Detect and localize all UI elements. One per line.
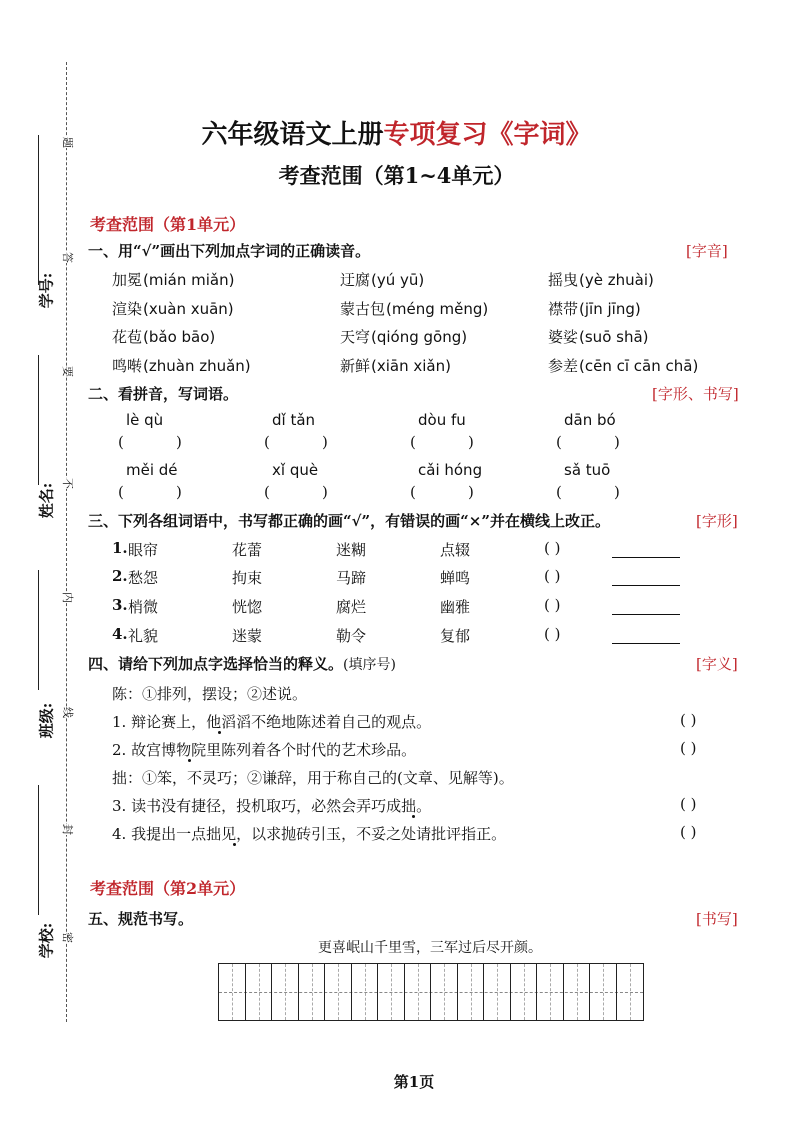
q2-bracket-right: )	[322, 433, 328, 451]
q4-title	[88, 653, 396, 674]
emphasis-dot	[188, 759, 191, 762]
q2-bracket-left: (	[410, 483, 416, 501]
q3-word: 点辍	[440, 541, 471, 559]
q2-pinyin: dān bó	[564, 411, 616, 429]
title-main: 六年级语文上册	[201, 120, 384, 150]
margin-word: 密	[61, 932, 74, 943]
page-title	[0, 114, 793, 151]
q3-correction-line[interactable]	[612, 585, 680, 586]
q1-word: 婆娑	[548, 328, 579, 346]
q3-word: 蝉鸣	[440, 569, 471, 587]
name-label: 姓名:	[37, 482, 56, 519]
grid-cell-midline	[577, 964, 578, 1020]
unit1-heading: 考查范围（第1单元）	[90, 215, 246, 234]
grid-cell-midline	[391, 964, 392, 1020]
q2-bracket-right: )	[614, 483, 620, 501]
q3-word: 礼貌	[128, 627, 159, 645]
q1-word: 鸣啭	[112, 357, 143, 375]
q3-word: 愁怨	[128, 569, 159, 587]
q3-word: 马蹄	[336, 569, 367, 587]
emphasis-dot	[218, 731, 221, 734]
pinyin-choice-item	[112, 298, 234, 319]
q5-sample-text: 更喜岷山千里雪，三军过后尽开颜。	[318, 940, 542, 956]
q3-word: 迷蒙	[232, 627, 263, 645]
q5-title: 五、规范书写。	[88, 910, 194, 928]
q2-pinyin: dǐ tǎn	[272, 411, 316, 429]
pinyin-choice-item	[548, 269, 654, 290]
margin-word: 内	[61, 592, 74, 603]
grid-cell-midline	[524, 964, 525, 1020]
q2-bracket-left: (	[264, 433, 270, 451]
q1-pinyin-options[interactable]: (xiān xiǎn)	[371, 357, 451, 375]
q1-pinyin-options[interactable]: (yú yū)	[371, 271, 425, 289]
q3-correction-line[interactable]	[612, 614, 680, 615]
pinyin-choice-item	[548, 298, 641, 319]
q2-pinyin: sǎ tuō	[564, 461, 611, 479]
margin-word: 要	[61, 366, 74, 377]
q5-tag: [书写]	[696, 910, 738, 928]
q3-row-number: 1.	[112, 539, 128, 557]
q1-word: 加冕	[112, 271, 143, 289]
q1-word: 天穹	[340, 328, 371, 346]
grid-cell-midline	[312, 964, 313, 1020]
q3-check-bracket[interactable]: ( )	[544, 567, 561, 585]
grid-cell-midline	[232, 964, 233, 1020]
student-id-label: 学号:	[37, 272, 56, 309]
pinyin-choice-item	[340, 269, 424, 290]
q1-pinyin-options[interactable]: (suō shā)	[579, 328, 649, 346]
q2-answer-space[interactable]	[274, 433, 324, 451]
student-id-line[interactable]	[38, 135, 39, 285]
q3-word: 复郁	[440, 627, 471, 645]
q1-title: 一、用“√”画出下列加点字词的正确读音。	[88, 242, 371, 260]
q2-answer-space[interactable]	[274, 483, 324, 501]
q2-bracket-left: (	[410, 433, 416, 451]
binding-dashed-line	[66, 62, 67, 1022]
grid-cell-midline	[365, 964, 366, 1020]
q4-sentence-2: 2. 故宫博物院里陈列着各个时代的艺术珍品。	[112, 741, 417, 759]
name-line[interactable]	[38, 355, 39, 485]
q3-word: 迷糊	[336, 541, 367, 559]
margin-word: 答	[61, 252, 74, 263]
q4-title-note: (填序号)	[343, 657, 396, 673]
q2-answer-space[interactable]	[420, 433, 470, 451]
q2-bracket-right: )	[322, 483, 328, 501]
q3-word: 幽雅	[440, 598, 471, 616]
pinyin-choice-item	[548, 355, 698, 376]
q2-pinyin: dòu fu	[418, 411, 466, 429]
title-highlight: 专项复习《字词》	[383, 120, 592, 150]
q2-title: 二、看拼音，写词语。	[88, 385, 239, 403]
q3-word: 花蕾	[232, 541, 263, 559]
q1-word: 参差	[548, 357, 579, 375]
grid-cell-midline	[338, 964, 339, 1020]
q2-bracket-left: (	[556, 483, 562, 501]
q2-pinyin: xǐ què	[272, 461, 319, 479]
school-line[interactable]	[38, 785, 39, 915]
margin-word: 封	[61, 824, 74, 835]
q4-answer-1[interactable]: ( )	[680, 711, 697, 729]
margin-word: 题	[61, 137, 74, 148]
q2-pinyin: měi dé	[126, 461, 178, 479]
pinyin-choice-item	[112, 355, 251, 376]
grid-cell-midline	[444, 964, 445, 1020]
grid-cell-midline	[418, 964, 419, 1020]
grid-cell-midline	[471, 964, 472, 1020]
writing-grid[interactable]	[218, 963, 644, 1021]
q1-pinyin-options[interactable]: (qióng gōng)	[371, 328, 468, 346]
q4-sentence-3: 3. 读书没有捷径，投机取巧，必然会弄巧成拙。	[112, 797, 432, 815]
q2-answer-space[interactable]	[566, 433, 616, 451]
q1-word: 襟带	[548, 300, 579, 318]
q4-sentence-1: 1. 辩论赛上，他滔滔不绝地陈述着自己的观点。	[112, 713, 432, 731]
pinyin-choice-item	[548, 326, 649, 347]
q4-answer-2[interactable]: ( )	[680, 739, 697, 757]
q2-bracket-right: )	[468, 483, 474, 501]
q4-title-text: 四、请给下列加点字选择恰当的释义。	[88, 655, 344, 673]
q1-pinyin-options[interactable]: (mián miǎn)	[143, 271, 235, 289]
grid-cell-midline	[259, 964, 260, 1020]
q3-word: 腐烂	[336, 598, 367, 616]
emphasis-dot	[233, 843, 236, 846]
class-line[interactable]	[38, 570, 39, 690]
q4-answer-4[interactable]: ( )	[680, 823, 697, 841]
q1-pinyin-options[interactable]: (cēn cī cān chā)	[579, 357, 699, 375]
q4-definition-1: 陈：①排列，摆设；②述说。	[112, 685, 308, 703]
q3-correction-line[interactable]	[612, 643, 680, 644]
q1-word: 新鲜	[340, 357, 371, 375]
q4-definition-2: 拙：①笨，不灵巧；②谦辞，用于称自己的(文章、见解等)。	[112, 769, 514, 787]
page-subtitle: 考查范围（第1~4单元）	[278, 163, 515, 188]
q3-check-bracket[interactable]: ( )	[544, 539, 561, 557]
q4-tag: [字义]	[696, 655, 738, 673]
pinyin-choice-item	[112, 269, 234, 290]
q2-pinyin: cǎi hóng	[418, 461, 483, 479]
q2-pinyin: lè qù	[126, 411, 164, 429]
q3-correction-line[interactable]	[612, 557, 680, 558]
q1-pinyin-options[interactable]: (méng měng)	[386, 300, 489, 318]
q3-word: 眼帘	[128, 541, 159, 559]
q2-bracket-left: (	[264, 483, 270, 501]
q1-word: 渲染	[112, 300, 143, 318]
q2-bracket-left: (	[556, 433, 562, 451]
q3-tag: [字形]	[696, 512, 738, 530]
q3-row-number: 2.	[112, 567, 128, 585]
q1-pinyin-options[interactable]: (xuàn xuān)	[143, 300, 234, 318]
q1-pinyin-options[interactable]: (yè zhuài)	[579, 271, 654, 289]
q2-bracket-right: )	[176, 483, 182, 501]
grid-cell-midline	[603, 964, 604, 1020]
q4-answer-3[interactable]: ( )	[680, 795, 697, 813]
q2-bracket-right: )	[468, 433, 474, 451]
q3-row-number: 4.	[112, 625, 128, 643]
q2-bracket-left: (	[118, 433, 124, 451]
q1-pinyin-options[interactable]: (jīn jīng)	[579, 300, 641, 318]
q1-pinyin-options[interactable]: (bǎo bāo)	[143, 328, 216, 346]
grid-cell-midline	[630, 964, 631, 1020]
margin-word: 不	[61, 478, 74, 489]
margin-word: 线	[61, 707, 74, 718]
q2-bracket-right: )	[176, 433, 182, 451]
q3-word: 拘束	[232, 569, 263, 587]
q3-word: 梢微	[128, 598, 159, 616]
emphasis-dot	[412, 815, 415, 818]
grid-cell-midline	[285, 964, 286, 1020]
class-label: 班级:	[37, 702, 56, 739]
q1-tag: [字音]	[686, 242, 728, 260]
q1-word: 蒙古包	[340, 300, 386, 318]
q2-bracket-left: (	[118, 483, 124, 501]
page-number: 第1页	[393, 1073, 435, 1091]
pinyin-choice-item	[112, 326, 215, 347]
q3-check-bracket[interactable]: ( )	[544, 625, 561, 643]
q2-answer-space[interactable]	[128, 483, 178, 501]
pinyin-choice-item	[340, 298, 488, 319]
pinyin-choice-item	[340, 326, 467, 347]
grid-cell-midline	[497, 964, 498, 1020]
school-label: 学校:	[37, 922, 56, 959]
q2-tag: [字形、书写]	[652, 385, 739, 403]
q3-title: 三、下列各组词语中，书写都正确的画“√”，有错误的画“×”并在横线上改正。	[88, 512, 610, 530]
q1-word: 摇曳	[548, 271, 579, 289]
q1-word: 迂腐	[340, 271, 371, 289]
q2-answer-space[interactable]	[420, 483, 470, 501]
q3-check-bracket[interactable]: ( )	[544, 596, 561, 614]
unit2-heading: 考查范围（第2单元）	[90, 879, 246, 898]
q2-bracket-right: )	[614, 433, 620, 451]
q3-row-number: 3.	[112, 596, 128, 614]
q3-word: 勒令	[336, 627, 367, 645]
pinyin-choice-item	[340, 355, 451, 376]
q1-pinyin-options[interactable]: (zhuàn zhuǎn)	[143, 357, 251, 375]
q3-word: 恍惚	[232, 598, 263, 616]
q2-answer-space[interactable]	[128, 433, 178, 451]
q4-sentence-4: 4. 我提出一点拙见，以求抛砖引玉，不妥之处请批评指正。	[112, 825, 507, 843]
grid-cell-midline	[550, 964, 551, 1020]
q1-word: 花苞	[112, 328, 143, 346]
q2-answer-space[interactable]	[566, 483, 616, 501]
